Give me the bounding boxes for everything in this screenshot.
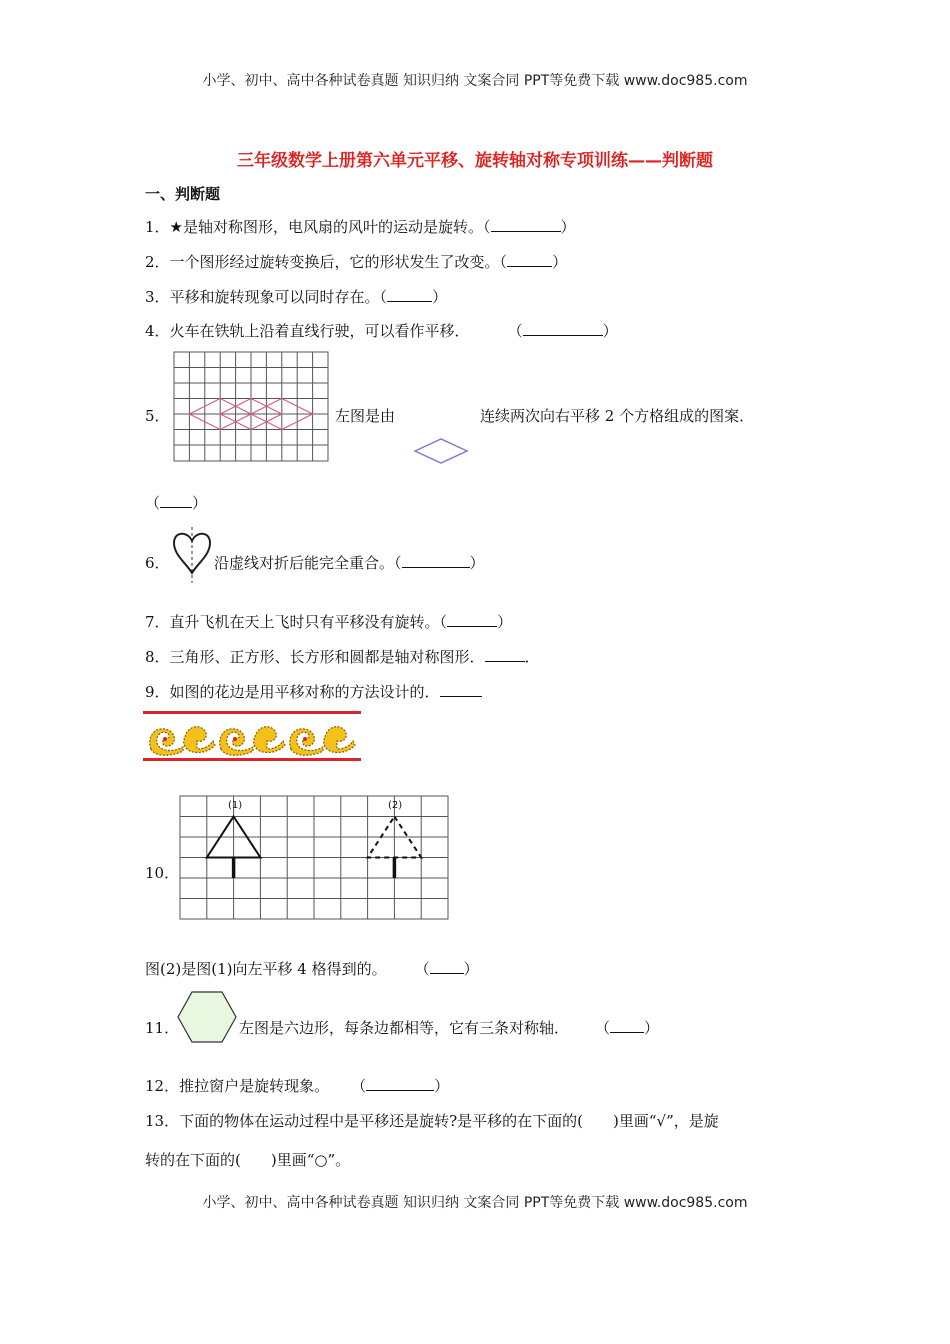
answer-blank-10[interactable] — [430, 959, 464, 974]
question-4: 4．火车在铁轨上沿着直线行驶，可以看作平移． （ ） — [145, 322, 618, 340]
question-3: 3．平移和旋转现象可以同时存在。（ ） — [145, 288, 448, 306]
question-5-text-a: 左图是由 — [335, 407, 396, 425]
question-5-answer: （ ） — [145, 494, 208, 512]
question-11: 左图是六边形，每条边都相等，它有三条对称轴． （ ） — [239, 1019, 660, 1037]
question-5-number: 5． — [145, 407, 170, 425]
answer-blank-12[interactable] — [366, 1076, 434, 1091]
answer-blank-6[interactable] — [402, 553, 470, 568]
question-10: 图(2)是图(1)向左平移 4 格得到的。 （ ） — [145, 960, 479, 978]
question-7: 7．直升飞机在天上飞时只有平移没有旋转。（ ） — [145, 613, 513, 631]
figure-label-2: (2) — [388, 800, 403, 811]
answer-blank-9[interactable] — [440, 682, 482, 697]
question-9: 9．如图的花边是用平移对称的方法设计的． — [145, 681, 482, 702]
hexagon-shape — [176, 990, 238, 1044]
question-1: 1．★是轴对称图形，电风扇的风叶的运动是旋转。（ ） — [145, 218, 576, 236]
question-11-number: 11． — [145, 1019, 180, 1037]
grid-figure-10 — [178, 794, 450, 921]
answer-blank-7[interactable] — [447, 612, 497, 627]
answer-blank-3[interactable] — [387, 287, 432, 302]
lace-border-image — [143, 711, 361, 763]
question-5-text-b: 连续两次向右平移 2 个方格组成的图案． — [480, 407, 755, 425]
question-2: 2．一个图形经过旋转变换后，它的形状发生了改变。（ ） — [145, 253, 568, 271]
question-13-line2: 转的在下面的( )里画“○”。 — [145, 1151, 351, 1169]
question-12: 12．推拉窗户是旋转现象。 （ ） — [145, 1077, 450, 1095]
answer-blank-11[interactable] — [610, 1018, 644, 1033]
question-8: 8．三角形、正方形、长方形和圆都是轴对称图形． ． — [145, 648, 540, 666]
question-6: 沿虚线对折后能完全重合。（ ） — [214, 554, 485, 572]
answer-blank-8[interactable] — [485, 647, 525, 662]
rhombus-shape — [413, 437, 469, 465]
question-6-number: 6． — [145, 554, 170, 572]
heart-icon — [170, 527, 214, 583]
answer-blank-1[interactable] — [491, 217, 561, 232]
page-title: 三年级数学上册第六单元平移、旋转轴对称专项训练——判断题 — [237, 151, 713, 171]
answer-blank-2[interactable] — [507, 252, 552, 267]
page-footer: 小学、初中、高中各种试卷真题 知识归纳 文案合同 PPT等免费下载 www.doc985.com — [202, 1195, 748, 1211]
question-13-line1: 13．下面的物体在运动过程中是平移还是旋转?是平移的在下面的( )里画“√”，是旋 — [145, 1112, 719, 1130]
section-heading: 一、判断题 — [145, 185, 221, 203]
star-icon: ★ — [169, 218, 183, 236]
answer-blank-5[interactable] — [160, 493, 192, 508]
answer-blank-4[interactable] — [523, 321, 603, 336]
figure-label-1: (1) — [228, 800, 243, 811]
question-10-number: 10． — [145, 864, 180, 882]
page-header: 小学、初中、高中各种试卷真题 知识归纳 文案合同 PPT等免费下载 www.doc985.com — [202, 73, 748, 89]
grid-figure-5 — [172, 350, 330, 463]
